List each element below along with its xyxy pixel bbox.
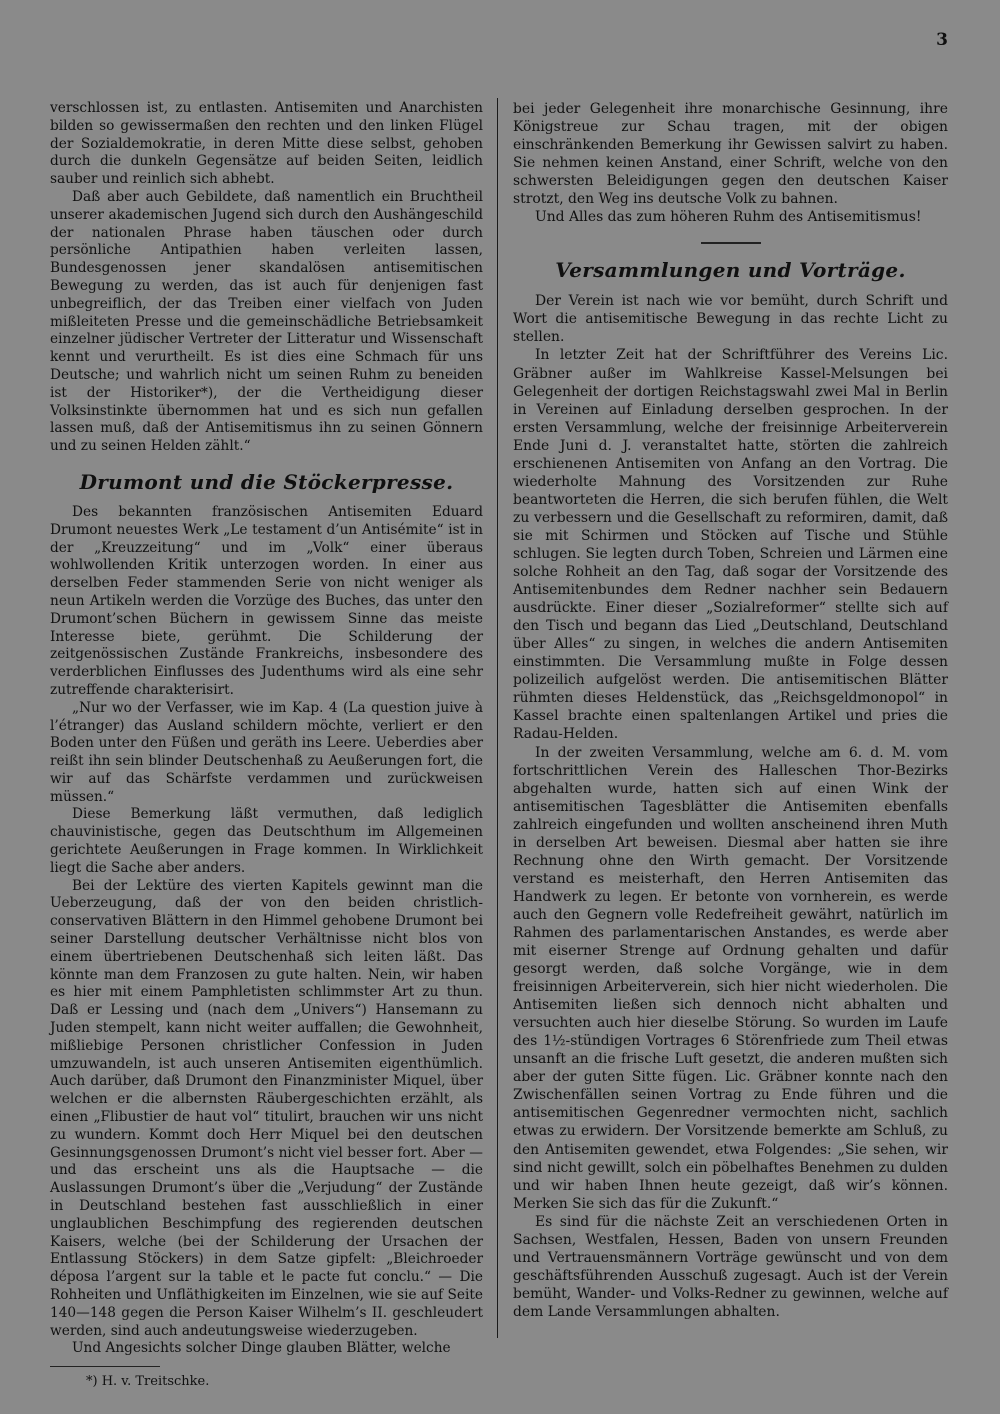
paragraph: Daß aber auch Gebildete, daß namentlich ein Bruchtheil unserer akademischen Jugend sich durch den Aushängeschild der nationalen Phrase haben täuschen oder durch persönliche Antipathien haben verleiten lassen, Bundesgenossen jener skandalösen antisemitischen Bewegung zu werden, das ist auch für denjenigen fast unbegreiflich, der das Treiben einer vielfach von Juden mißleiteten Presse und die gemeinschädliche Betriebsamkeit einzelner jüdischer Vertreter der Litteratur und Wissenschaft kennt und verurtheilt. Es ist dies eine Schmach für uns Deutsche; und wahrlich nicht um seinen Ruhm zu beneiden ist der Historiker*), der die Vertheidigung dieser Volksinstinkte übernommen hat und es sich nun gefallen lassen muß, daß der Antisemitismus ihn zu seinen Gönnern und zu seinen Helden zählt.“ — [50, 188, 483, 455]
footnote-rule — [50, 1366, 160, 1367]
column-divider — [497, 98, 498, 1338]
paragraph: Und Angesichts solcher Dinge glauben Blätter, welche — [72, 1340, 451, 1357]
paragraph: bei jeder Gelegenheit ihre monarchische Gesinnung, ihre Königstreue zur Schau tragen, mit der obigen einschränkenden Bemerkung ihr Gewissen salvirt zu haben. Sie nehmen keinen Anstand, einer Schrift, welche von den schwersten Beleidigungen gegen den deutschen Kaiser strotzt, den Weg ins deutsche Volk zu bahnen. — [513, 101, 948, 208]
page-number: 3 — [936, 30, 948, 50]
footnote: *) H. v. Treitschke. — [86, 1374, 210, 1390]
right-column — [513, 100, 948, 1321]
section-heading-versammlungen: Versammlungen und Vorträge. — [555, 258, 906, 283]
section-heading-drumont: Drumont und die Stöckerpresse. — [79, 469, 454, 494]
closing-line: Und Alles das zum höheren Ruhm des Antisemitismus! — [535, 209, 922, 226]
quote-paragraph: „Nur wo der Verfasser, wie im Kap. 4 (La question juive à l’étranger) das Ausland schildern möchte, verliert er den Boden unter den Füßen und geräth ins Leere. Ueberdies aber reißt ihn sein blinder Deutschenhaß zu Aeußerungen fort, die wir auf das Schärfste verdammen und zurückweisen müssen.“ — [50, 699, 483, 805]
paragraph: verschlossen ist, zu entlasten. Antisemiten und Anarchisten bilden so gewissermaßen den rechten und den linken Flügel der Sozialdemokratie, in deren Mitte diese selbst, gehoben durch die dunkeln Gegensätze auf beiden Seiten, leidlich sauber und reinlich sich abhebt. — [50, 100, 483, 188]
separator-rule — [701, 242, 761, 244]
left-column — [50, 100, 483, 1390]
paragraph: In letzter Zeit hat der Schriftführer des Vereins Lic. Gräbner außer im Wahlkreise Kassel-Melsungen bei Gelegenheit der dortigen Reichstagswahl zwei Mal in Berlin in Vereinen auf Einladung derselben gesprochen. In der ersten Versammlung, welche der freisinnige Arbeiterverein Ende Juni d. J. veranstaltet hatte, störten die zahlreich erschienenen Antisemiten von Anfang an den Vortrag. Die wiederholte Mahnung des Vorsitzenden zur Ruhe beantworteten die Herren, die sich berufen fühlen, die Welt zu verbessern und die Gesellschaft zu reformiren, damit, daß sie mit Schirmen und Stöcken auf Tische und Stühle schlugen. Sie legten durch Toben, Schreien und Lärmen eine solche Rohheit an den Tag, daß sogar der Vorsitzende des Antisemitenbundes dem Redner nachher sein Bedauern ausdrückte. Einer dieser „Sozialreformer“ stellte sich auf den Tisch und begann das Lied „Deutschland, Deutschland über Alles“ zu singen, in welches die andern Antisemiten einstimmten. Die Versammlung mußte in Folge dessen polizeilich aufgelöst werden. Die antisemitischen Blätter rühmten dieses Heldenstück, das „Reichsgeldmonopol“ in Kassel brachte einen spaltenlangen Artikel und pries die Radau-Helden. — [513, 347, 948, 743]
paragraph: Der Verein ist nach wie vor bemüht, durch Schrift und Wort die antisemitische Bewegung in das rechte Licht zu stellen. — [513, 293, 948, 346]
paragraph: Es sind für die nächste Zeit an verschiedenen Orten in Sachsen, Westfalen, Hessen, Baden von unsern Freunden und Vertrauensmännern Vorträge gewünscht und von dem geschäftsführenden Ausschuß zugesagt. Auch ist der Verein bemüht, Wander- und Volks-Redner zu gewinnen, welche auf dem Lande Versammlungen abhalten. — [513, 1213, 948, 1320]
paragraph: In der zweiten Versammlung, welche am 6. d. M. vom fortschrittlichen Verein des Halleschen Thor-Bezirks abgehalten wurde, hatten sich auf einen Wink der antisemitischen Tagesblätter die Antisemiten ebenfalls zahlreich eingefunden und wollten anscheinend ihren Muth in derselben Art beweisen. Diesmal aber hatten sie ihre Rechnung ohne den Wirth gemacht. Der Vorsitzende verstand es meisterhaft, den Herren Antisemiten das Handwerk zu legen. Er betonte von vornherein, es werde auch den Gegnern volle Redefreiheit gewährt, natürlich im Rahmen des parlamentarischen Anstandes, es werde aber mit eiserner Strenge auf Ordnung gehalten und dafür gesorgt werden, daß solche Vorgänge, wie in dem freisinnigen Arbeiterverein, sich hier nicht wiederholen. Die Antisemiten ließen sich dennoch nicht abhalten und versuchten auch hier dieselbe Störung. So wurden im Laufe des 1½-stündigen Vortrages 6 Störenfriede zum Theil etwas unsanft an die frische Luft gesetzt, die anderen mußten sich aber der guten Sitte fügen. Lic. Gräbner konnte nach den Zwischenfällen seinen Vortrag zu Ende führen und die antisemitischen Gegenredner vermochten nicht, sachlich etwas zu erwidern. Der Vorsitzende bemerkte am Schluß, zu den Antisemiten gewendet, etwa Folgendes: „Sie sehen, wir sind nicht gewillt, solch ein pöbelhaftes Benehmen zu dulden und wir haben Ihnen heute gezeigt, daß wir’s können. Merken Sie sich das für die Zukunft.“ — [513, 744, 948, 1212]
paragraph: Bei der Lektüre des vierten Kapitels gewinnt man die Ueberzeugung, daß der von den beiden christlich-conservativen Blättern in den Himmel gehobene Drumont bei seiner Darstellung deutscher Verhältnisse nicht blos von einem übertriebenen Deutschenhaß sich leiten läßt. Das könnte man dem Franzosen zu gute halten. Nein, wir haben es hier mit einem Pamphletisten schlimmster Art zu thun. Daß er Lessing und (nach dem „Univers“) Hansemann zu Juden stempelt, kann nicht weiter auffallen; die Gewohnheit, mißliebige Personen christlicher Confession in Juden umzuwandeln, ist auch unseren Antisemiten eigenthümlich. Auch darüber, daß Drumont den Finanzminister Miquel, über welchen er die albernsten Räubergeschichten erzählt, als einen „Flibustier de haut vol“ titulirt, brauchen wir uns nicht zu wundern. Kommt doch Herr Miquel bei den deutschen Gesinnungsgenossen Drumont’s nicht viel besser fort. Aber — und das erscheint uns als die Hauptsache — die Auslassungen Drumont’s über die „Verjudung“ der Zustände in Deutschland bestehen fast ausschließlich in einer unglaublichen Beschimpfung des regierenden deutschen Kaisers, welche (bei der Schilderung der Ursachen der Entlassung Stöckers) in dem Satze gipfelt: „Bleichroeder déposa l’argent sur la table et le pacte fut conclu.“ — Die Rohheiten und Unfläthigkeiten im Einzelnen, wie sie auf Seite 140—148 gegen die Person Kaiser Wilhelm’s II. geschleudert werden, sind auch andeutungsweise wiederzugeben. — [50, 877, 483, 1339]
paragraph: Diese Bemerkung läßt vermuthen, daß lediglich chauvinistische, gegen das Deutschthum im Allgemeinen gerichtete Aeußerungen in Frage kommen. In Wirklichkeit liegt die Sache aber anders. — [50, 806, 483, 876]
paragraph: Des bekannten französischen Antisemiten Eduard Drumont neuestes Werk „Le testament d’un Antisémite“ ist in der „Kreuzzeitung“ und im „Volk“ einer überaus wohlwollenden Kritik unterzogen worden. In einer aus derselben Feder stammenden Serie von nicht weniger als neun Artikeln werden die Vorzüge des Buches, das unter den Drumont’schen Büchern in gewissem Sinne das meiste Interesse biete, gerühmt. Die Schilderung der zeitgenössischen Zustände Frankreichs, insbesondere des verderblichen Einflusses des Judenthums wird als eine sehr zutreffende charakterisirt. — [50, 503, 483, 698]
